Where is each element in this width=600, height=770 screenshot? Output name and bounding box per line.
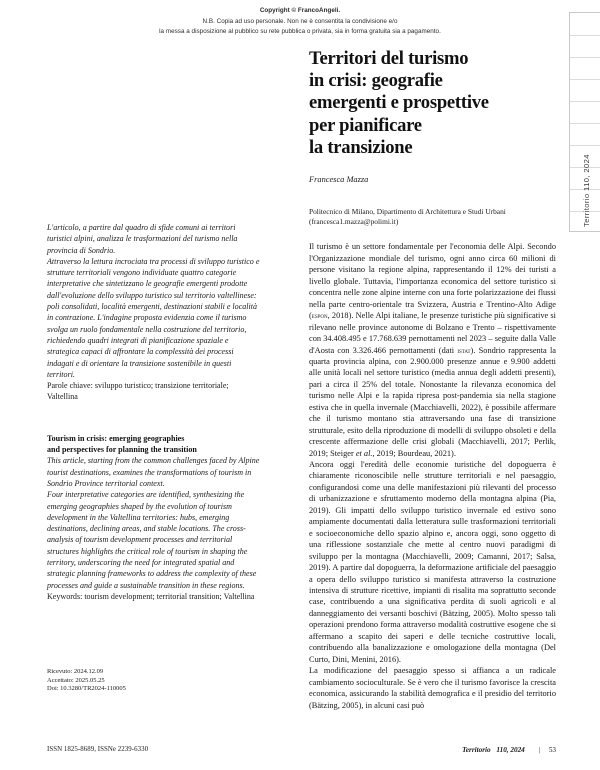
body-p2-text: Ancora oggi l'eredità delle economie turistiche del dopoguerra è chiaramente riconoscibile nelle strutture territoriali e nel paesaggio, configurandosi come una delle manifestazioni più rilevanti del processo di urbanizzazione e sfruttamento moderno della montagna alpina (Pia, 2019). Gli impatti dello sviluppo turistico invernale ed estivo sono ampiamente documentati dalla letteratura sulle trasformazioni territoriali e socioeconomiche dello spazio alpino e, ancora oggi, sono oggetto di una riflessione sostanziale che mette al centro nuovi paradigmi di sviluppo per la montagna (Macchiavelli, 2009; Camanni, 2017; Salsa, 2019). A partire dal dopoguerra, la deformazione artificiale del paesaggio a opera dello sviluppo turistico si manifesta attraverso la costruzione intensiva di strutture ricettive, impianti di risalita ma soprattutto seconde case, contribuendo a una significativa perdita di suoli agricoli e al danneggiamento dei versanti boschivi (Bätzing, 2005). Molto spesso tali operazioni prendono forma attraverso modalità costruttive esogene che si affermano a scapito dei saperi e delle tecniche costruttive locali, contribuendo alla banalizzazione e omologazione della montagna (Del Curto, Dini, Menini, 2016). <box>309 460 556 664</box>
body-p1-part-a: Il turismo è un settore fondamentale per l'economia delle Alpi. Secondo l'Organizzazione mondiale del turismo, ogni anno circa 60 milioni di persone visitano la regione alpina, rappresentando il 12% dei turisti a livello globale. Tuttavia, l'importanza economica del settore turistico si concentra nelle zone alpine interne con una forte polarizzazione dei flussi nella parte centro-orientale tra Svizzera, Austria e Trentino-Alto Adige ( <box>309 242 556 321</box>
abstract-english <box>47 455 261 591</box>
abstract-english-title <box>47 433 261 456</box>
side-tab-label: Territorio 110, 2024 <box>581 154 591 227</box>
abstract-en-paragraph-1: This article, starting from the common challenges faced by Alpine tourist destinations, examines the transformations of tourism in Sondrio Province territorial context. <box>47 456 260 488</box>
page-content <box>0 48 600 748</box>
side-tab <box>569 12 600 232</box>
body-p1-part-b: , 2018). Nelle Alpi italiane, le presenze turistiche più significative si rilevano nelle province autonome di Bolzano e Trento – rispettivamente con 34.408.495 e 17.768.639 pernottamenti nel 2023 – seguite dalla Valle d'Aosta con 3.326.466 pernottamenti (dati <box>309 311 556 355</box>
date-accepted: Accettato: 2025.05.25 <box>47 676 105 684</box>
copyright-line-2: N.B. Copia ad uso personale. Non ne è consentita la condivisione e/o <box>202 17 398 25</box>
body-p1-italic-etal: et al. <box>355 448 373 458</box>
abstract-en-title-line-1: Tourism in crisis: emerging geographies <box>47 433 185 443</box>
page-title <box>309 48 556 159</box>
body-p1-part-d: , 2019; Bourdeau, 2021). <box>372 448 456 458</box>
title-line-3: emergenti e prospettive <box>309 92 489 114</box>
footer-issn: ISSN 1825-8689, ISSNe 2239-6330 <box>47 746 149 753</box>
abstract-italian <box>47 222 261 380</box>
publication-dates <box>47 668 261 694</box>
footer-page-number: 53 <box>548 746 556 754</box>
article-body <box>309 241 556 711</box>
abstract-it-paragraph-1: L'articolo, a partire dal quadro di sfide comuni ai territori turistici alpini, analizza le trasformazioni del turismo nella provincia di Sondrio. <box>47 223 238 255</box>
affiliation-institution: Politecnico di Milano, Dipartimento di Architettura e Studi Urbani <box>309 207 506 217</box>
date-received: Ricevuto: 2024.12.09 <box>47 668 104 676</box>
abstract-it-paragraph-2: Attraverso la lettura incrociata tra processi di sviluppo turistico e strutture territoriali vengono individuate quattro categorie interpretative che sintetizzano le geografie emergenti prodotte dall'evoluzione dello sviluppo turistico sul territorio valtellinese: poli consolidati, località emergenti, destinazioni stabili e località in contrazione. L'indagine proposta evidenzia come il turismo svolga un ruolo fondamentale nella costruzione del territorio, richiedendo quadri integrati di pianificazione spaziale e strategica capaci di affrontare la complessità dei processi indagati e di orientare la transizione sostenibile in questi territori. <box>47 256 260 379</box>
spacer <box>47 403 261 433</box>
title-line-4: per pianificare <box>309 114 422 136</box>
copyright-notice <box>0 6 600 38</box>
copyright-line-1: Copyright © FrancoAngeli. <box>259 7 341 14</box>
abstract-column <box>47 222 261 694</box>
abstract-en-title-line-2: and perspectives for planning the transition <box>47 445 197 455</box>
title-line-5: la transizione <box>309 136 413 158</box>
footer-issue: 110, 2024 <box>496 746 525 754</box>
body-paragraph-3: La modificazione del paesaggio spesso si affianca a un radicale cambiamento socioculturale. Se è vero che il turismo favorisce la crescita economica, assicurando la stabilità demografica e il presidio del territorio (Bätzing, 2005), in alcuni casi può <box>309 666 556 710</box>
author-name: Francesca Mazza <box>309 175 369 185</box>
body-paragraph-1 <box>309 241 556 459</box>
copyright-line-3: la messa a disposizione al pubblico su rete pubblica o privata, sia in forma gratuita sia a pagamento. <box>159 28 441 35</box>
author-affiliation <box>309 207 556 227</box>
article-column <box>309 48 556 711</box>
body-p1-smallcaps-espon: espon <box>311 311 328 321</box>
footer-journal-name: Territorio <box>462 746 491 754</box>
title-line-1: Territori del turismo <box>309 48 469 69</box>
keywords-italian: Parole chiave: sviluppo turistico; transizione territoriale; Valtellina <box>47 381 229 402</box>
body-paragraph-2 <box>309 459 556 665</box>
footer-separator: | <box>538 746 541 754</box>
keywords-english: Keywords: tourism development; territorial transition; Valtellina <box>47 591 255 601</box>
footer-journal-info <box>462 746 556 754</box>
body-p1-part-c: ). Sondrio rappresenta la quarta provincia alpina, con 2.900.000 presenze annue e 9.900 addetti alle unità locali nel settore turistico (media annua degli addetti presenti), pari a circa il 25% del totale. Nonostante la rilevanza economica del turismo nelle Alpi e la rapida ripresa post-pandemia sia nella stagione estiva che in quella invernale (Macchiavelli, 2022), è possibile affermare che il turismo montano stia attraversando una fase di transizione strutturale, esito della riproduzione di modelli di sviluppo obsoleti e della crescente affermazione delle crisi globali (Macchiavelli, 2017; Perlik, 2019; Steiger <box>309 345 556 458</box>
author-email[interactable]: (francesca1.mazza@polimi.it) <box>309 217 399 227</box>
doi: Doi: 10.3280/TR2024-110005 <box>47 685 126 693</box>
body-p1-smallcaps-istat: istat <box>457 345 471 355</box>
abstract-en-paragraph-2: Four interpretative categories are identified, synthesizing the emerging geographies shaped by the evolution of tourism development in the Valtellina territories: hubs, emerging destinations, declining areas, and stable locations. The cross-analysis of tourism development processes and territorial structures highlights the critical role of tourism in shaping the territory, underscoring the need for integrated spatial and strategic planning frameworks to address the complexity of these processes and guide a sustainable transition in these regions. <box>47 490 257 590</box>
title-line-2: in crisi: geografie <box>309 70 443 92</box>
